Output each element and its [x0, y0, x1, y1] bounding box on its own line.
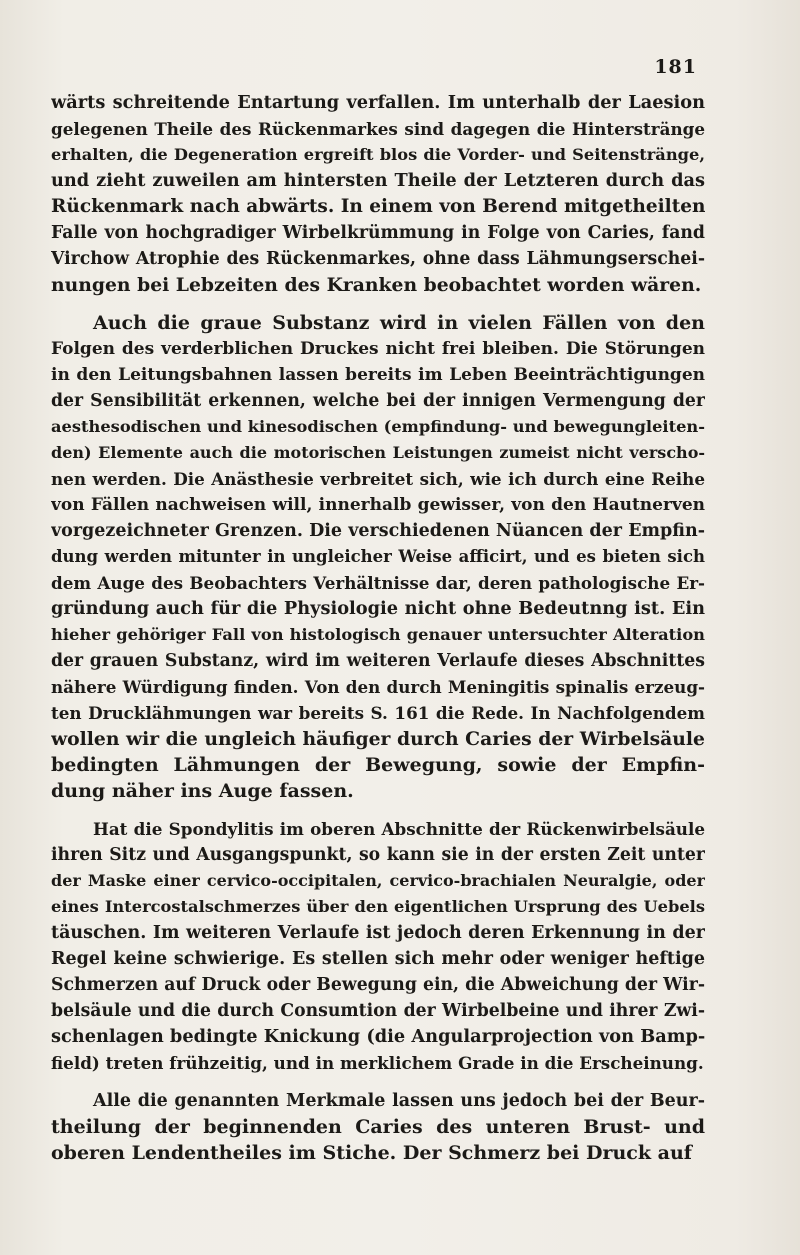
- text-line: Regel keine schwierige. Es stellen sich mehr oder weniger heftige: [51, 949, 705, 969]
- text-line: Auch die graue Substanz wird in vielen Fällen von den: [93, 312, 705, 334]
- text-line: Hat die Spondylitis im oberen Abschnitte der Rückenwirbelsäule: [93, 819, 705, 839]
- text-line: dung näher ins Auge fassen.: [51, 780, 354, 802]
- text-line: Falle von hochgradiger Wirbelkrümmung in Folge von Caries, fand: [51, 223, 705, 243]
- paragraph-gap: [51, 1076, 705, 1088]
- text-line: Rückenmark nach abwärts. In einem von Berend mitgetheilten: [51, 196, 705, 217]
- text-line: gelegenen Theile des Rückenmarkes sind dagegen die Hinterstränge: [51, 119, 705, 139]
- text-line: vorgezeichneter Grenzen. Die verschiedenen Nüancen der Empfin-: [51, 521, 705, 541]
- text-line: der grauen Substanz, wird im weiteren Verlaufe dieses Abschnittes: [51, 651, 705, 671]
- text-line: Virchow Atrophie des Rückenmarkes, ohne dass Lähmungserschei-: [51, 249, 705, 269]
- text-line: gründung auch für die Physiologie nicht ohne Bedeutnng ist. Ein: [51, 598, 705, 619]
- text-line: schenlagen bedingte Knickung (die Angularprojection von Bamp-: [51, 1026, 705, 1047]
- paragraph-gap: [51, 298, 705, 310]
- text-line: in den Leitungsbahnen lassen bereits im Leben Beeinträchtigungen: [51, 365, 705, 385]
- text-line: Alle die genannten Merkmale lassen uns jedoch bei der Beur-: [93, 1091, 705, 1111]
- text-line: von Fällen nachweisen will, innerhalb gewisser, von den Hautnerven: [51, 495, 705, 515]
- text-line: ten Drucklähmungen war bereits S. 161 die Rede. In Nachfolgendem: [51, 703, 705, 723]
- text-line: eines Intercostalschmerzes über den eigentlichen Ursprung des Uebels: [51, 897, 705, 916]
- text-line: nähere Würdigung finden. Von den durch Meningitis spinalis erzeug-: [51, 677, 705, 697]
- paragraph: [51, 816, 705, 1076]
- text-line: erhalten, die Degeneration ergreift blos die Vorder- und Seitenstränge,: [51, 145, 705, 164]
- text-line: der Sensibilität erkennen, welche bei der innigen Vermengung der: [51, 391, 705, 411]
- text-line: und zieht zuweilen am hintersten Theile der Letzteren durch das: [51, 170, 705, 191]
- text-line: hieher gehöriger Fall von histologisch genauer untersuchter Alteration: [51, 625, 705, 644]
- paragraph: [51, 1088, 705, 1166]
- text-line: den) Elemente auch die motorischen Leistungen zumeist nicht verscho-: [51, 443, 705, 462]
- text-line: der Maske einer cervico-occipitalen, cervico-brachialen Neuralgie, oder: [51, 871, 705, 890]
- text-line: dung werden mitunter in ungleicher Weise afficirt, und es bieten sich: [51, 547, 705, 566]
- paragraph: [51, 310, 705, 804]
- text-line: nungen bei Lebzeiten des Kranken beobachtet worden wären.: [51, 274, 702, 296]
- text-line: ihren Sitz und Ausgangspunkt, so kann sie in der ersten Zeit unter: [51, 845, 705, 865]
- text-line: Folgen des verderblichen Druckes nicht frei bleiben. Die Störungen: [51, 339, 705, 359]
- text-line: täuschen. Im weiteren Verlaufe ist jedoch deren Erkennung in der: [51, 923, 705, 943]
- paragraph: [51, 90, 705, 298]
- text-line: theilung der beginnenden Caries des unteren Brust- und: [51, 1116, 705, 1138]
- text-line: belsäule und die durch Consumtion der Wirbelbeine und ihrer Zwi-: [51, 1001, 705, 1021]
- text-line: field) treten frühzeitig, und in merklichem Grade in die Erscheinung.: [51, 1053, 704, 1073]
- text-line: aesthesodischen und kinesodischen (empfindung- und bewegungleiten-: [51, 417, 705, 436]
- text-line: wollen wir die ungleich häufiger durch Caries der Wirbelsäule: [51, 728, 705, 750]
- text-line: dem Auge des Beobachters Verhältnisse dar, deren pathologische Er-: [51, 573, 705, 593]
- text-line: bedingten Lähmungen der Bewegung, sowie der Empfin-: [51, 754, 705, 776]
- text-line: Schmerzen auf Druck oder Bewegung ein, die Abweichung der Wir-: [51, 975, 705, 995]
- paragraph-gap: [51, 804, 705, 816]
- body-text: [51, 90, 705, 1166]
- text-line: nen werden. Die Anästhesie verbreitet sich, wie ich durch eine Reihe: [51, 469, 705, 489]
- text-line: wärts schreitende Entartung verfallen. Im unterhalb der Laesion: [51, 92, 705, 113]
- text-line: oberen Lendentheiles im Stiche. Der Schmerz bei Druck auf: [51, 1142, 692, 1164]
- page-number: 181: [654, 56, 697, 78]
